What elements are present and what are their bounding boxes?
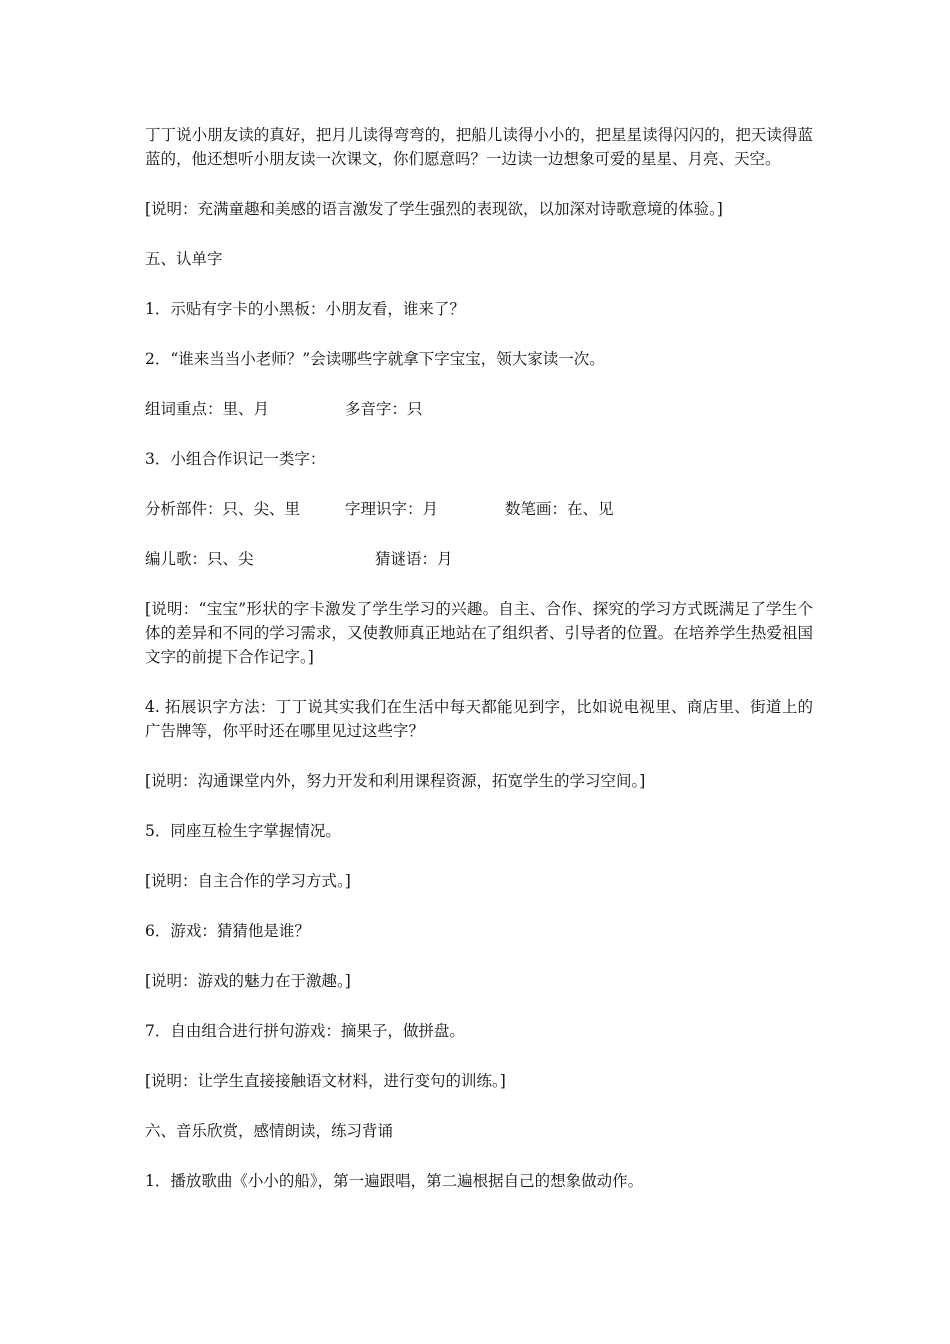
section-heading-5: 五、认单字 xyxy=(145,250,223,268)
note-game: [说明：游戏的魅力在于激趣。] xyxy=(145,972,351,990)
method-parts: 分析部件：只、尖、里 xyxy=(145,500,301,518)
polyphone: 多音字：只 xyxy=(345,400,423,418)
step-3: 3．小组合作识记一类字： xyxy=(145,450,326,468)
step-5: 5．同座互检生字掌握情况。 xyxy=(145,822,341,840)
music-step-1: 1．播放歌曲《小小的船》，第一遍跟唱，第二遍根据自己的想象做动作。 xyxy=(145,1172,644,1190)
note-cards: [说明：“宝宝”形状的字卡激发了学生学习的兴趣。自主、合作、探究的学习方式既满足了学生个体的差异和不同的学习需求，又使教师真正地站在了组织者、引导者的位置。在培养学生热爱祖国文字的前提下合作记字。] xyxy=(145,600,813,666)
step-1: 1．示贴有字卡的小黑板：小朋友看，谁来了？ xyxy=(145,300,465,318)
note-cooperation: [说明：自主合作的学习方式。] xyxy=(145,872,351,890)
step-7: 7．自由组合进行拼句游戏：摘果子，做拼盘。 xyxy=(145,1022,465,1040)
step-2: 2．“谁来当当小老师？”会读哪些字就拿下字宝宝，领大家读一次。 xyxy=(145,350,605,368)
note-reading: [说明：充满童趣和美感的语言激发了学生强烈的表现欲，以加深对诗歌意境的体验。] xyxy=(145,200,723,218)
step-6: 6．游戏：猜猜他是谁？ xyxy=(145,922,310,940)
note-resources: [说明：沟通课堂内外，努力开发和利用课程资源，拓宽学生的学习空间。] xyxy=(145,772,646,790)
word-focus-row xyxy=(145,397,813,421)
word-focus: 组词重点：里、月 xyxy=(145,400,270,418)
section-heading-6: 六、音乐欣赏，感情朗读，练习背诵 xyxy=(145,1122,394,1140)
method-etymology: 字理识字：月 xyxy=(345,500,439,518)
method-rhyme: 编儿歌：只、尖 xyxy=(145,550,254,568)
note-sentences: [说明：让学生直接接触语文材料，进行变句的训练。] xyxy=(145,1072,506,1090)
document-page xyxy=(145,123,813,1219)
method-row-1 xyxy=(145,497,813,521)
paragraph-reading-intro: 丁丁说小朋友读的真好，把月儿读得弯弯的，把船儿读得小小的，把星星读得闪闪的，把天读得蓝蓝的，他还想听小朋友读一次课文，你们愿意吗？一边读一边想象可爱的星星、月亮、天空。 xyxy=(145,126,813,168)
method-strokes: 数笔画：在、见 xyxy=(505,500,614,518)
method-riddle: 猜谜语：月 xyxy=(375,550,453,568)
step-4: 4. 拓展识字方法：丁丁说其实我们在生活中每天都能见到字，比如说电视里、商店里、街道上的广告牌等，你平时还在哪里见过这些字？ xyxy=(145,698,813,740)
method-row-2 xyxy=(145,547,813,571)
